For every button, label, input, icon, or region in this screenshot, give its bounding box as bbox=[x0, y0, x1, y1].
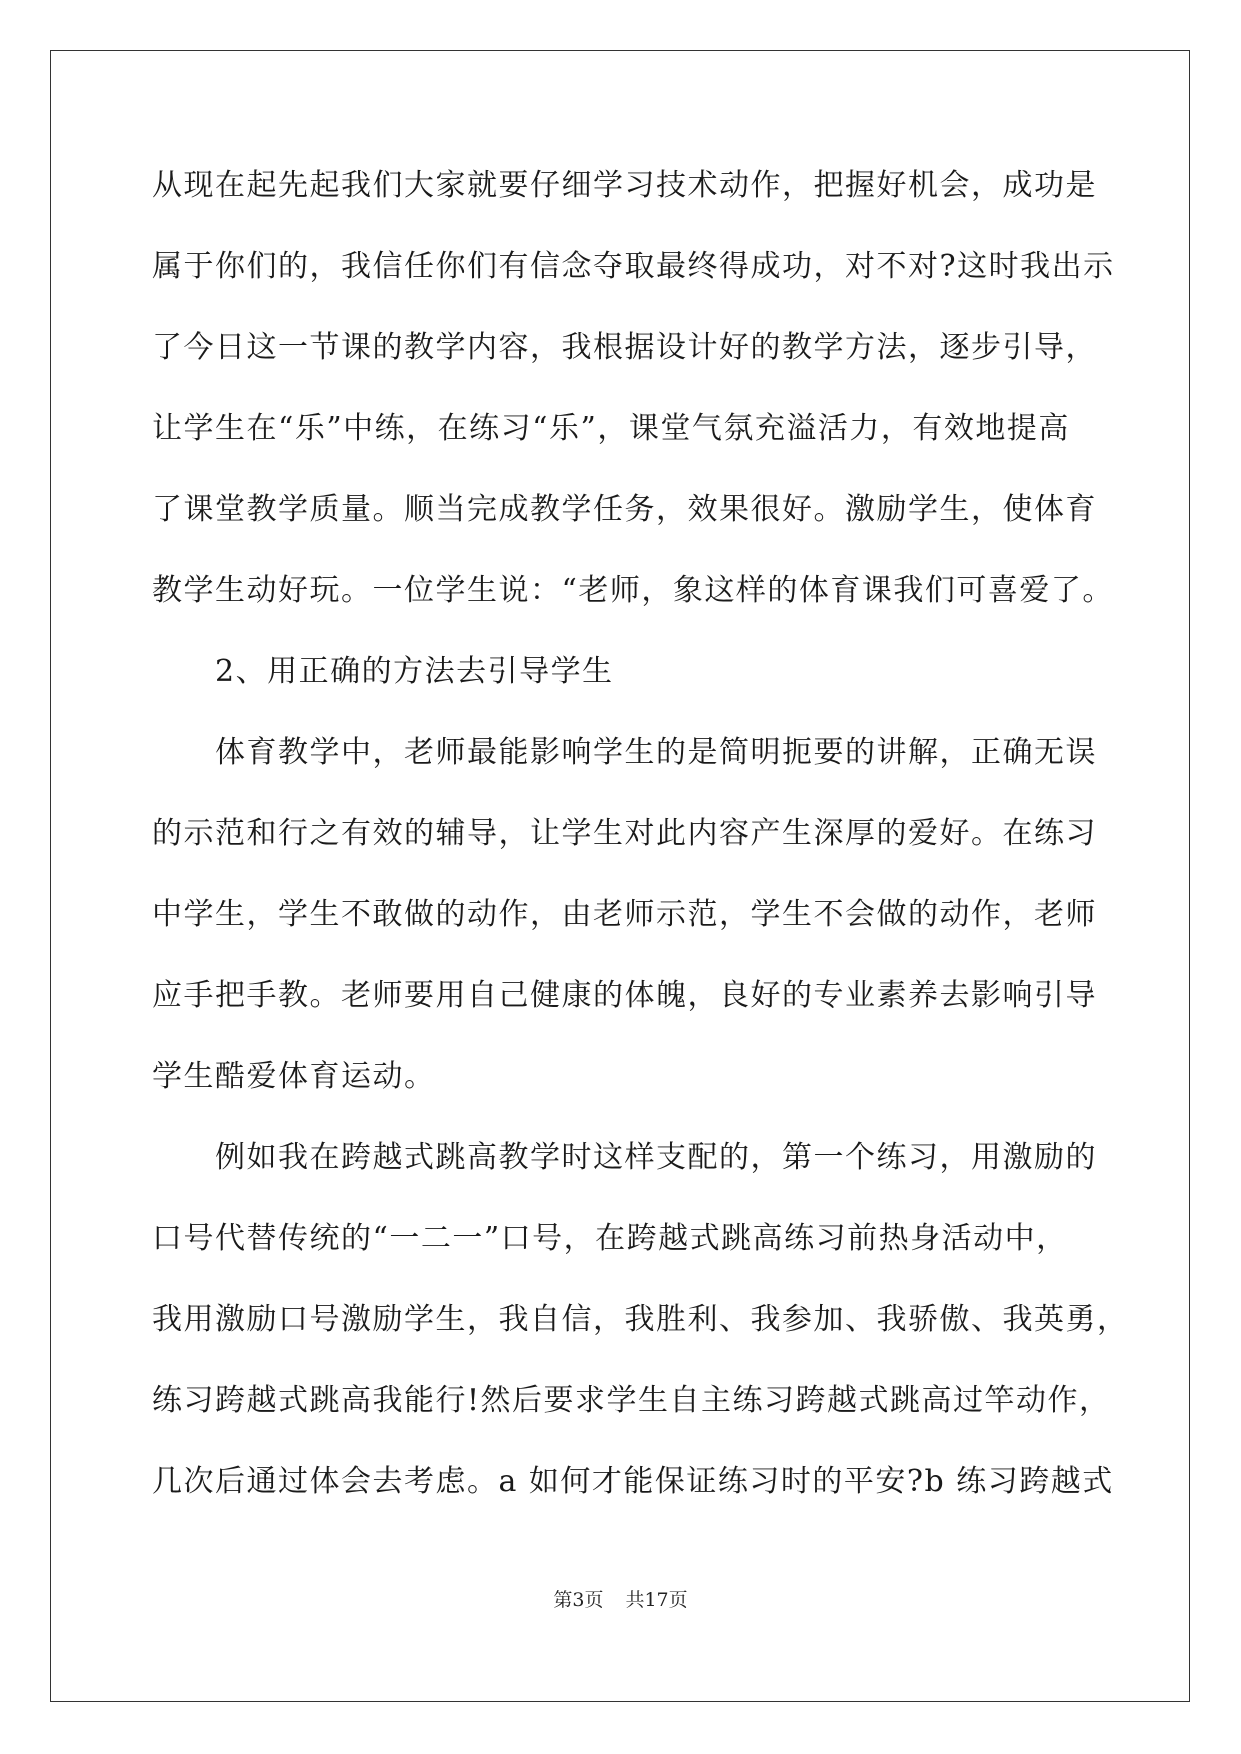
text-line: 让学生在“乐”中练，在练习“乐”，课堂气氛充溢活力，有效地提高 bbox=[152, 411, 1070, 446]
text-line: 了课堂教学质量。顺当完成教学任务，效果很好。激励学生，使体育 bbox=[152, 492, 1097, 527]
page-number: 第3页 bbox=[553, 1589, 604, 1611]
text-line: 的示范和行之有效的辅导，让学生对此内容产生深厚的爱好。在练习 bbox=[152, 816, 1097, 851]
text-line: 例如我在跨越式跳高教学时这样支配的，第一个练习，用激励的 bbox=[152, 1140, 1097, 1175]
text-line: 我用激励口号激励学生，我自信，我胜利、我参加、我骄傲、我英勇， bbox=[152, 1302, 1129, 1337]
text-line: 体育教学中，老师最能影响学生的是简明扼要的讲解，正确无误 bbox=[152, 735, 1097, 770]
text-line: 练习跨越式跳高我能行!然后要求学生自主练习跨越式跳高过竿动作， bbox=[152, 1383, 1111, 1418]
page-total: 共17页 bbox=[625, 1589, 688, 1611]
text-line: 中学生，学生不敢做的动作，由老师示范，学生不会做的动作，老师 bbox=[152, 897, 1097, 932]
text-line: 应手把手教。老师要用自己健康的体魄，良好的专业素养去影响引导 bbox=[152, 978, 1097, 1013]
section-heading: 2、用正确的方法去引导学生 bbox=[152, 654, 614, 689]
text-line: 从现在起先起我们大家就要仔细学习技术动作，把握好机会，成功是 bbox=[152, 168, 1097, 203]
page-footer bbox=[0, 1588, 1241, 1612]
text-line: 口号代替传统的“一二一”口号，在跨越式跳高练习前热身活动中， bbox=[152, 1221, 1068, 1256]
document-body bbox=[152, 160, 1129, 1537]
text-line: 了今日这一节课的教学内容，我根据设计好的教学方法，逐步引导， bbox=[152, 330, 1097, 365]
text-line: 学生酷爱体育运动。 bbox=[152, 1059, 436, 1094]
text-line: 教学生动好玩。一位学生说：“老师，象这样的体育课我们可喜爱了。 bbox=[152, 573, 1114, 608]
text-line: 属于你们的，我信任你们有信念夺取最终得成功，对不对?这时我出示 bbox=[152, 249, 1115, 284]
text-line: 几次后通过体会去考虑。a 如何才能保证练习时的平安?b 练习跨越式 bbox=[152, 1464, 1114, 1499]
